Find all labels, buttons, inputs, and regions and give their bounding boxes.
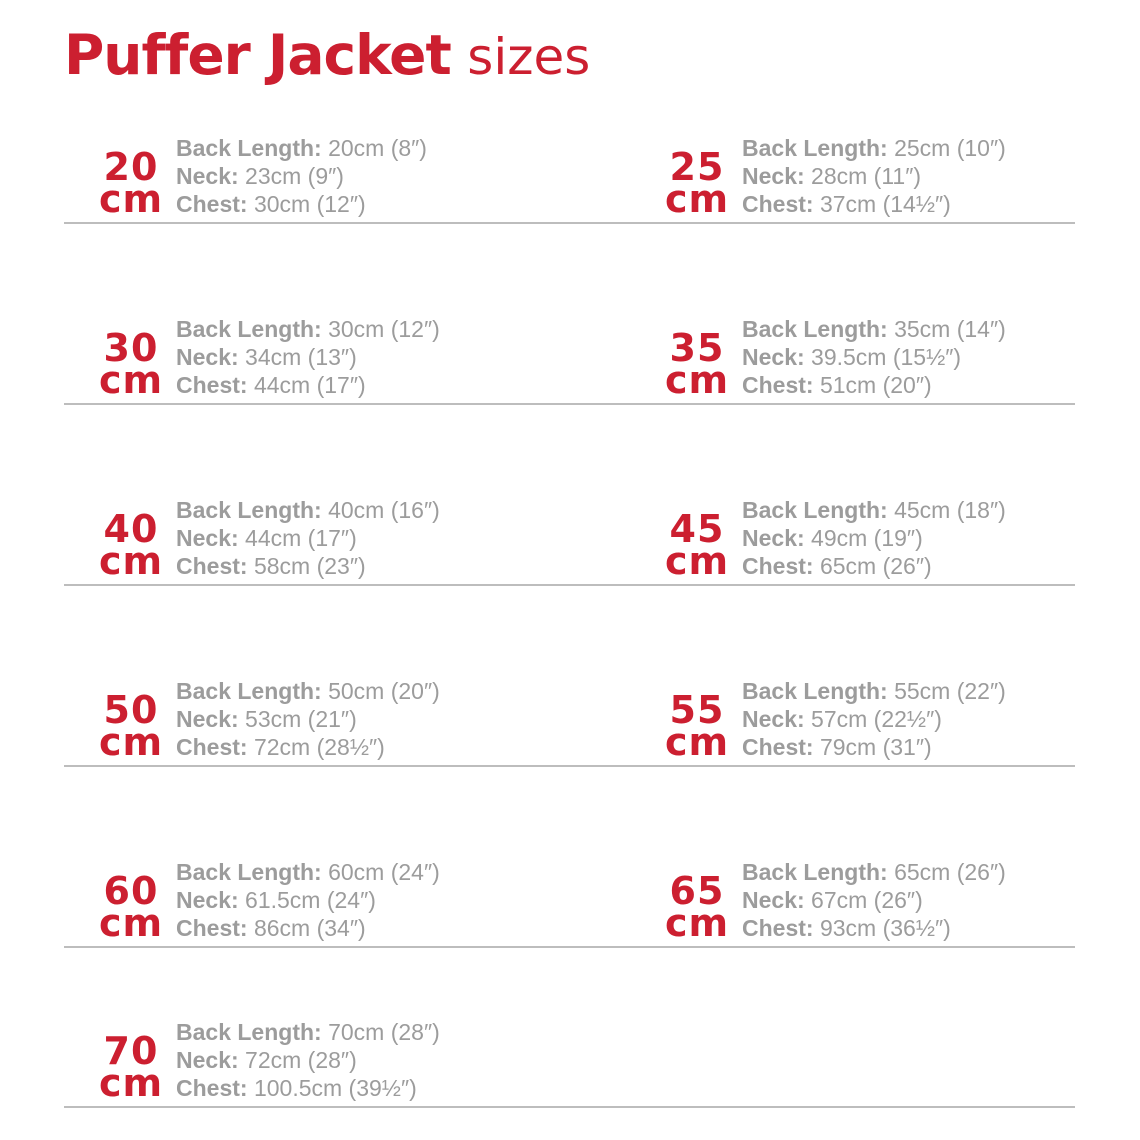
neck-row	[176, 524, 440, 552]
neck-row	[176, 1046, 440, 1074]
size-specs	[742, 858, 1006, 942]
size-specs	[176, 134, 427, 218]
neck-value: 61.5cm (24″)	[245, 887, 376, 913]
size-unit: cm	[98, 177, 164, 221]
size-unit: cm	[98, 901, 164, 945]
size-number: 35	[669, 326, 725, 370]
size-badge	[652, 507, 742, 583]
neck-label: Neck:	[176, 1047, 239, 1073]
back-length-label: Back Length:	[176, 497, 322, 523]
size-badge	[652, 869, 742, 945]
size-badge	[652, 145, 742, 221]
neck-value: 28cm (11″)	[811, 163, 922, 189]
row-divider	[64, 946, 1075, 948]
size-unit: cm	[664, 358, 730, 402]
neck-value: 67cm (26″)	[811, 887, 923, 913]
page-title	[64, 23, 591, 87]
size-specs	[176, 677, 440, 761]
chest-row	[742, 914, 1006, 942]
size-specs	[742, 315, 1006, 399]
size-unit: cm	[98, 539, 164, 583]
back-length-row	[742, 496, 1006, 524]
back-length-row	[176, 677, 440, 705]
back-length-value: 65cm (26″)	[894, 859, 1006, 885]
back-length-value: 25cm (10″)	[894, 135, 1006, 161]
size-specs	[176, 858, 440, 942]
neck-row	[176, 886, 440, 914]
chest-row	[176, 733, 440, 761]
back-length-row	[742, 315, 1006, 343]
neck-label: Neck:	[176, 887, 239, 913]
back-length-label: Back Length:	[742, 678, 888, 704]
back-length-row	[176, 496, 440, 524]
size-number: 50	[103, 688, 159, 732]
size-badge	[86, 507, 176, 583]
chest-row	[742, 733, 1006, 761]
neck-value: 34cm (13″)	[245, 344, 357, 370]
chest-row	[742, 371, 1006, 399]
chest-value: 72cm (28½″)	[253, 734, 385, 760]
size-badge	[86, 1029, 176, 1105]
size-number: 25	[669, 145, 725, 189]
back-length-value: 30cm (12″)	[328, 316, 440, 342]
back-length-value: 40cm (16″)	[328, 497, 440, 523]
chest-value: 51cm (20″)	[819, 372, 932, 398]
neck-row	[742, 162, 1006, 190]
back-length-value: 55cm (22″)	[894, 678, 1006, 704]
chest-label: Chest:	[176, 734, 248, 760]
chest-row	[742, 552, 1006, 580]
title-bold: Puffer Jacket	[64, 23, 451, 87]
neck-value: 53cm (21″)	[245, 706, 357, 732]
neck-row	[176, 705, 440, 733]
row-divider	[64, 403, 1075, 405]
chest-value: 30cm (12″)	[253, 191, 366, 217]
title-light: sizes	[467, 28, 591, 86]
neck-label: Neck:	[742, 706, 805, 732]
chest-label: Chest:	[176, 1075, 248, 1101]
back-length-label: Back Length:	[176, 1019, 322, 1045]
neck-row	[742, 524, 1006, 552]
back-length-row	[742, 677, 1006, 705]
size-number: 60	[103, 869, 159, 913]
chest-label: Chest:	[176, 191, 248, 217]
neck-label: Neck:	[176, 344, 239, 370]
chest-row	[176, 371, 440, 399]
row-divider	[64, 584, 1075, 586]
chest-value: 58cm (23″)	[253, 553, 366, 579]
size-unit: cm	[664, 901, 730, 945]
neck-row	[742, 886, 1006, 914]
back-length-row	[742, 134, 1006, 162]
chest-value: 93cm (36½″)	[819, 915, 951, 941]
size-badge	[652, 326, 742, 402]
back-length-value: 20cm (8″)	[328, 135, 427, 161]
size-badge	[86, 326, 176, 402]
chest-label: Chest:	[742, 915, 814, 941]
back-length-label: Back Length:	[742, 135, 888, 161]
size-unit: cm	[664, 177, 730, 221]
neck-label: Neck:	[176, 163, 239, 189]
row-divider	[64, 222, 1075, 224]
chest-value: 44cm (17″)	[253, 372, 366, 398]
neck-row	[176, 343, 440, 371]
chest-value: 86cm (34″)	[253, 915, 366, 941]
size-number: 55	[669, 688, 725, 732]
row-divider	[64, 1106, 1075, 1108]
neck-label: Neck:	[176, 525, 239, 551]
back-length-label: Back Length:	[176, 678, 322, 704]
size-badge	[86, 869, 176, 945]
back-length-value: 70cm (28″)	[328, 1019, 440, 1045]
size-specs	[176, 1018, 440, 1102]
size-specs	[742, 496, 1006, 580]
chest-row	[176, 1074, 440, 1102]
size-specs	[742, 134, 1006, 218]
neck-label: Neck:	[176, 706, 239, 732]
neck-label: Neck:	[742, 344, 805, 370]
chest-row	[176, 190, 427, 218]
chest-row	[742, 190, 1006, 218]
chest-label: Chest:	[742, 191, 814, 217]
size-unit: cm	[98, 358, 164, 402]
back-length-label: Back Length:	[176, 859, 322, 885]
neck-value: 44cm (17″)	[245, 525, 357, 551]
back-length-value: 50cm (20″)	[328, 678, 440, 704]
neck-value: 49cm (19″)	[811, 525, 923, 551]
size-unit: cm	[98, 720, 164, 764]
chest-value: 100.5cm (39½″)	[253, 1075, 417, 1101]
size-badge	[652, 688, 742, 764]
size-badge	[86, 145, 176, 221]
size-unit: cm	[664, 720, 730, 764]
neck-value: 72cm (28″)	[245, 1047, 357, 1073]
size-unit: cm	[664, 539, 730, 583]
back-length-row	[176, 134, 427, 162]
size-badge	[86, 688, 176, 764]
neck-row	[742, 705, 1006, 733]
chest-value: 79cm (31″)	[819, 734, 932, 760]
chest-label: Chest:	[742, 372, 814, 398]
size-number: 30	[103, 326, 159, 370]
back-length-row	[176, 315, 440, 343]
neck-value: 23cm (9″)	[245, 163, 344, 189]
neck-row	[742, 343, 1006, 371]
chest-label: Chest:	[742, 553, 814, 579]
size-number: 65	[669, 869, 725, 913]
size-specs	[176, 315, 440, 399]
chest-label: Chest:	[176, 372, 248, 398]
size-number: 45	[669, 507, 725, 551]
back-length-row	[176, 1018, 440, 1046]
chest-label: Chest:	[176, 915, 248, 941]
size-unit: cm	[98, 1061, 164, 1105]
neck-label: Neck:	[742, 887, 805, 913]
neck-row	[176, 162, 427, 190]
back-length-label: Back Length:	[742, 316, 888, 342]
size-specs	[742, 677, 1006, 761]
chest-label: Chest:	[742, 734, 814, 760]
neck-label: Neck:	[742, 163, 805, 189]
back-length-label: Back Length:	[176, 316, 322, 342]
row-divider	[64, 765, 1075, 767]
size-number: 40	[103, 507, 159, 551]
back-length-value: 45cm (18″)	[894, 497, 1006, 523]
back-length-label: Back Length:	[176, 135, 322, 161]
chest-value: 37cm (14½″)	[819, 191, 951, 217]
back-length-label: Back Length:	[742, 859, 888, 885]
neck-label: Neck:	[742, 525, 805, 551]
size-number: 70	[103, 1029, 159, 1073]
chest-value: 65cm (26″)	[819, 553, 932, 579]
chest-row	[176, 552, 440, 580]
back-length-label: Back Length:	[742, 497, 888, 523]
neck-value: 39.5cm (15½″)	[811, 344, 962, 370]
back-length-value: 60cm (24″)	[328, 859, 440, 885]
back-length-row	[176, 858, 440, 886]
chest-label: Chest:	[176, 553, 248, 579]
back-length-value: 35cm (14″)	[894, 316, 1006, 342]
back-length-row	[742, 858, 1006, 886]
chest-row	[176, 914, 440, 942]
size-number: 20	[103, 145, 159, 189]
size-specs	[176, 496, 440, 580]
neck-value: 57cm (22½″)	[811, 706, 942, 732]
